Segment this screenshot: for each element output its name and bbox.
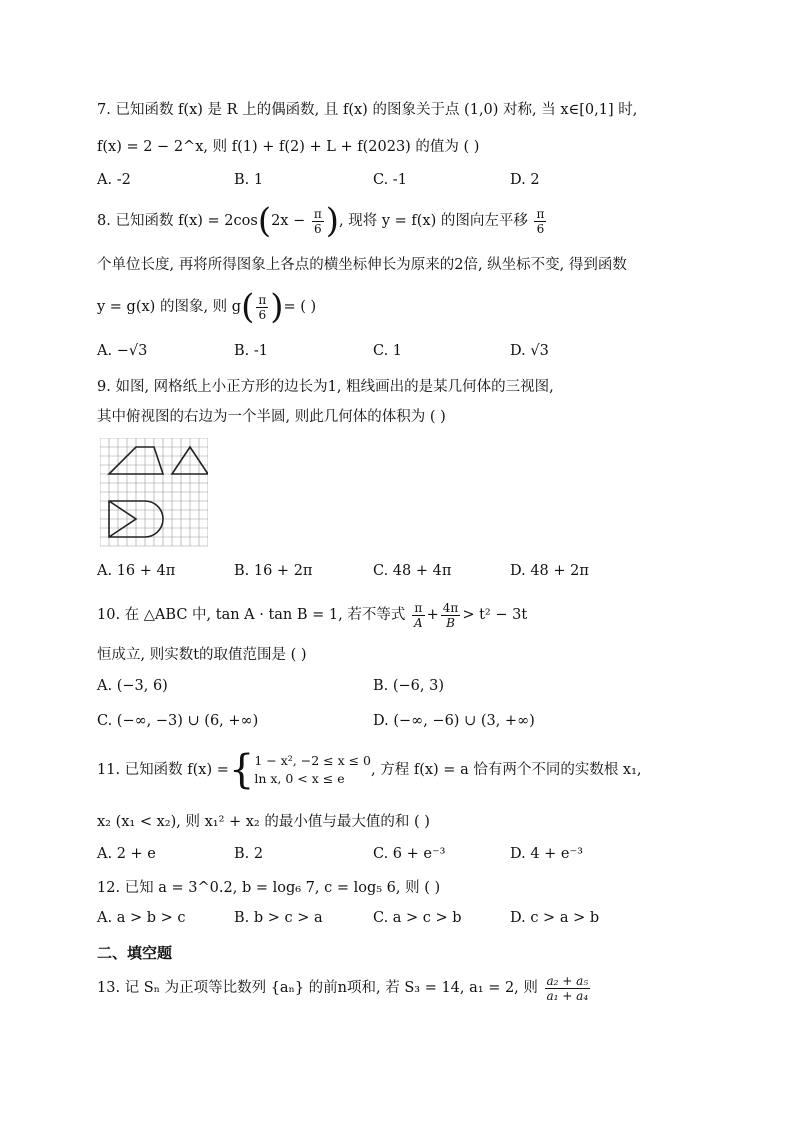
q11-choice-c: C. 6 + e⁻³ [373,846,446,862]
q12-choice-b: B. b > c > a [234,910,323,926]
q9-line1: 9. 如图, 网格纸上小正方形的边长为1, 粗线画出的是某几何体的三视图, [97,379,554,395]
q9-choice-c: C. 48 + 4π [373,563,452,579]
q8-g-frac: $\frac{\pi}{6}$ [258,292,267,322]
q11-choices [97,846,697,866]
q12-choice-a: A. a > b > c [97,910,186,926]
q7-choice-d: D. 2 [510,172,540,188]
q11-line1-suffix: , 方程 f(x) = a 恰有两个不同的实数根 x₁, [371,762,642,778]
q8-line2: 个单位长度, 再将所得图象上各点的横坐标伸长为原来的2倍, 纵坐标不变, 得到函数 [97,257,627,273]
q11-line1-prefix: 11. 已知函数 f(x) = [97,762,229,778]
q10-frac-pi-a: $\frac{\pi}{A}$ [413,600,423,630]
q9-line2: 其中俯视图的右边为一个半圆, 则此几何体的体积为 ( ) [97,409,446,425]
q10-choice-a: A. (−3, 6) [97,678,168,694]
q13-line1-prefix: 13. 记 Sₙ 为正项等比数列 {aₙ} 的前n项和, 若 S₃ = 14, a₁ = 2, 则 [97,980,538,996]
q11-choice-b: B. 2 [234,846,264,862]
q9-three-view-figure [100,438,208,550]
q10-choice-b: B. (−6, 3) [373,678,445,694]
q12-line1: 12. 已知 a = 3^0.2, b = log₆ 7, c = log₅ 6, 则 ( ) [97,880,441,896]
grid-lines [100,438,208,546]
q8-line3-prefix: y = g(x) 的图象, 则 g [97,299,242,315]
q12-choice-d: D. c > a > b [510,910,600,926]
q10-choice-c: C. (−∞, −3) ∪ (6, +∞) [97,713,259,729]
q10-plus: + [426,607,439,623]
q11-choice-d: D. 4 + e⁻³ [510,846,583,862]
q8-shift-frac: $\frac{\pi}{6}$ [536,206,545,236]
q11-case1: 1 − x², −2 ≤ x ≤ 0 [254,753,372,768]
q9-choice-b: B. 16 + 2π [234,563,313,579]
q7-line2: f(x) = 2 − 2^x, 则 f(1) + f(2) + L + f(2023) 的值为 ( ) [97,139,480,155]
q8-choice-c: C. 1 [373,343,403,359]
q13-ratio-frac: $\frac{\text{a₂ + a₅}}{\text{a₁ + a₄}}$ [546,973,589,1003]
q10-line1-suffix: > t² − 3t [462,607,528,623]
q8-choices [97,343,697,363]
q8-line1: 8. 已知函数 f(x) = 2cos(2x − $\frac{\pi}{6}$ ), 现将 y = f(x) 的图向左平移 $\frac{\pi}{6}$ [97,201,545,241]
q10-choices-row2 [97,713,697,733]
q7-choice-c: C. -1 [373,172,407,188]
q11-case2: ln x, 0 < x ≤ e [254,771,345,786]
q10-line2: 恒成立, 则实数t的取值范围是 ( ) [97,647,307,663]
q11-line1: 11. 已知函数 f(x) ={ 1 − x², −2 ≤ x ≤ 0 ln x, 0 < x ≤ e , 方程 f(x) = a 恰有两个不同的实数根 x₁, [97,747,642,793]
q7-line1: 7. 已知函数 f(x) 是 R 上的偶函数, 且 f(x) 的图象关于点 (1,0) 对称, 当 x∈[0,1] 时, [97,102,638,118]
q11-choice-a: A. 2 + e [97,846,156,862]
q8-arg: 2x − [271,213,306,229]
q10-choice-d: D. (−∞, −6) ∪ (3, +∞) [373,713,535,729]
q8-choice-a: A. −√3 [97,343,148,359]
q11-line2: x₂ (x₁ < x₂), 则 x₁² + x₂ 的最小值与最大值的和 ( ) [97,814,430,830]
q7-choice-b: B. 1 [234,172,264,188]
q12-choice-c: C. a > c > b [373,910,462,926]
q12-choices [97,910,697,930]
q8-choice-d: D. √3 [510,343,549,359]
q7-choices [97,172,697,192]
q8-choice-b: B. -1 [234,343,268,359]
q8-line3: y = g(x) 的图象, 则 g( $\frac{\pi}{6}$ )= ( ) [97,287,317,327]
q8-line1-suffix: , 现将 y = f(x) 的图向左平移 [339,213,528,229]
q10-frac-4pi-b: $\frac{4\pi}{B}$ [442,600,459,630]
q8-line1-prefix: 8. 已知函数 [97,213,174,229]
section-fill-in-blank-heading: 二、填空题 [97,944,173,962]
q11-piecewise [254,752,371,788]
q8-frac-pi-6: $\frac{\pi}{6}$ [313,206,322,236]
q10-line1-prefix: 10. 在 △ABC 中, tan A · tan B = 1, 若不等式 [97,607,406,623]
q9-choices [97,563,697,583]
q9-choice-d: D. 48 + 2π [510,563,589,579]
q9-choice-a: A. 16 + 4π [97,563,176,579]
q13-line1 [97,970,592,1006]
q10-choices-row1 [97,678,697,698]
q7-choice-a: A. -2 [97,172,131,188]
q10-line1 [97,598,527,632]
q8-line3-suffix: = ( ) [283,299,317,315]
q8-func: f(x) = 2cos [178,213,258,229]
